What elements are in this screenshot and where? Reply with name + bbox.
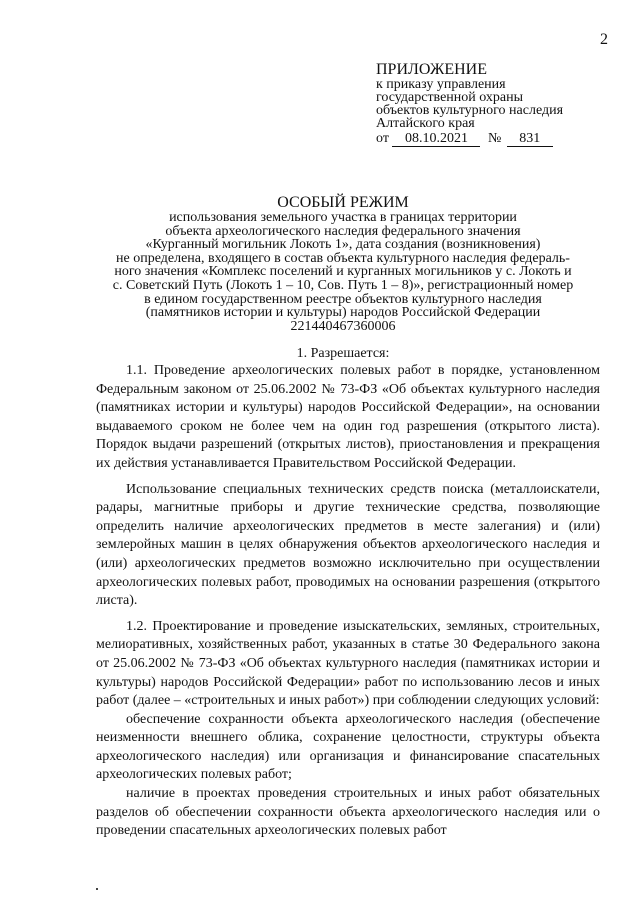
subtitle-line: в едином государственном реестре объектов культурного наследия: [144, 291, 542, 307]
registration-number: 221440467360006: [290, 318, 396, 334]
subtitle-line: ного значения «Комплекс поселений и курганных могильников у с. Локоть и: [114, 264, 572, 280]
subtitle-line: не определена, входящего в состав объекта культурного наследия федераль-: [116, 250, 570, 266]
scan-dot: [96, 888, 98, 890]
paragraph: 1.2. Проектирование и проведение изыскательских, земляных, строительных, мелиоративных, хозяйственных работ, указанных в статье 30 Федерального закона от 25.06.2002 № 73-ФЗ «Об объектах культурного наследия (памятниках истории и культуры) народов Российской Федерации» работ по использованию лесов и иных работ (далее – «строительных и иных работ») при соблюдении следующих условий:: [96, 618, 600, 709]
document-body: [96, 362, 600, 841]
order-date: 08.10.2021: [392, 132, 480, 147]
order-number: 831: [507, 132, 553, 147]
appendix-title: ПРИЛОЖЕНИЕ: [376, 61, 488, 78]
document-heading: [84, 194, 602, 333]
document-title: ОСОБЫЙ РЕЖИМ: [277, 194, 409, 211]
appendix-line: Алтайского края: [376, 116, 475, 131]
paragraph: наличие в проектах проведения строительных и иных работ обязательных разделов об обеспечении сохранности объекта археологического наследия или о проведении спасательных археологических полевых работ: [96, 786, 600, 839]
appendix-block: [376, 62, 616, 147]
subtitle-line: «Курганный могильник Локоть 1», дата создания (возникновения): [145, 237, 541, 253]
order-date-line: [376, 132, 616, 147]
subtitle-line: (памятников истории и культуры) народов Российской Федерации: [145, 305, 541, 321]
appendix-line: объектов культурного наследия: [376, 103, 564, 118]
page-number: 2: [600, 31, 608, 48]
date-prefix: от: [376, 131, 389, 146]
appendix-line: государственной охраны: [376, 90, 524, 105]
section-title: 1. Разрешается:: [296, 346, 390, 361]
subtitle-line: с. Советский Путь (Локоть 1 – 10, Сов. Путь 1 – 8)», регистрационный номер: [112, 277, 574, 293]
paragraph: Использование специальных технических средств поиска (металлоискатели, радары, магнитные приборы и другие технические средства, позволяющие определить наличие археологических предметов в месте залегания) и (или) землеройных машин в целях обнаружения объектов археологического наследия и (или) археологических предметов возможно исключительно при осуществлении археологических полевых работ, проводимых на основании разрешения (открытого листа).: [96, 481, 600, 609]
appendix-line: к приказу управления: [376, 77, 506, 92]
subtitle-line: использования земельного участка в границах территории: [169, 210, 517, 225]
number-sign: №: [487, 131, 502, 146]
paragraph: обеспечение сохранности объекта археологического наследия (обеспечение неизменности внешнего облика, сохранение целостности, структуры объекта археологического наследия) или организация и финансирование спасательных археологических полевых работ;: [96, 711, 600, 783]
paragraph: 1.1. Проведение археологических полевых работ в порядке, установленном Федеральным законом от 25.06.2002 № 73-ФЗ «Об объектах культурного наследия (памятниках истории и культуры) народов Российской Федерации», на основании выдаваемого сроком не более чем на один год разрешения (открытого листа). Порядок выдачи разрешений (открытых листов), приостановления и прекращения их действия устанавливается Правительством Российской Федерации.: [96, 363, 600, 471]
subtitle-line: объекта археологического наследия федерального значения: [165, 223, 521, 239]
